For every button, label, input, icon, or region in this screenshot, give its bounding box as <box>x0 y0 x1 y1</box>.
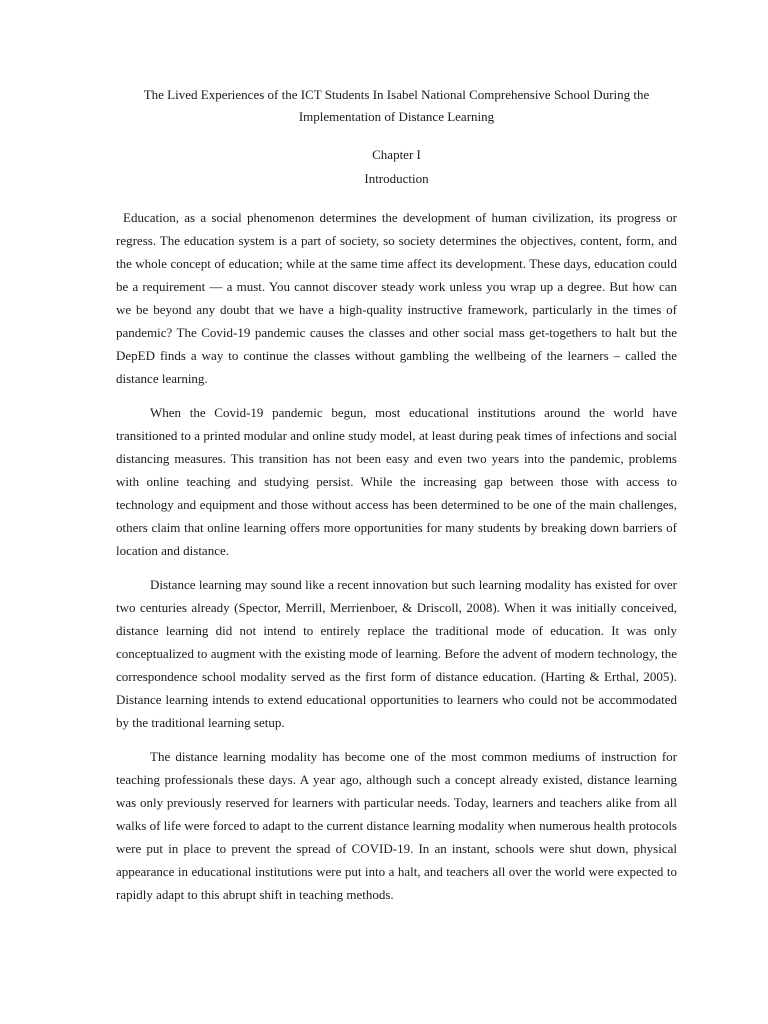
document-title <box>116 84 677 128</box>
title-line-1: The Lived Experiences of the ICT Students In Isabel National Comprehensive School During the <box>143 87 650 102</box>
paragraph-4-text: The distance learning modality has become one of the most common mediums of instruction for teaching professionals these days. A year ago, although such a concept already existed, distance learning was only previously reserved for learners with particular needs. Today, learners and teachers alike from all walks of life were forced to adapt to the current distance learning modality when numerous health protocols were put in place to prevent the spread of COVID-19. In an instant, schools were shut down, physical appearance in educational institutions were put into a halt, and teachers all over the world were expected to rapidly adapt to this abrupt shift in teaching methods. <box>116 749 677 902</box>
paragraph-3 <box>116 573 677 734</box>
title-line-2: Implementation of Distance Learning <box>298 109 495 124</box>
section-heading: Introduction <box>364 171 429 186</box>
paragraph-1 <box>116 206 677 390</box>
paragraph-4 <box>116 745 677 906</box>
paragraph-2 <box>116 401 677 562</box>
paragraph-2-text: When the Covid-19 pandemic begun, most educational institutions around the world have transitioned to a printed modular and online study model, at least during peak times of infections and social distancing measures. This transition has not been easy and even two years into the pandemic, problems with online teaching and studying persist. While the increasing gap between those with access to technology and equipment and those without access has been determined to be one of the main challenges, others claim that online learning offers more opportunities for many students by breaking down barriers of location and distance. <box>116 405 677 558</box>
document-page <box>116 84 677 906</box>
paragraph-3-text: Distance learning may sound like a recent innovation but such learning modality has existed for over two centuries already (Spector, Merrill, Merrienboer, & Driscoll, 2008). When it was initially conceived, distance learning did not intend to entirely replace the traditional mode of education. It was only conceptualized to augment with the existing mode of learning. Before the advent of modern technology, the correspondence school modality served as the first form of distance education. (Harting & Erthal, 2005). Distance learning intends to extend educational opportunities to learners who could not be accommodated by the traditional learning setup. <box>116 577 677 730</box>
chapter-heading: Chapter I <box>372 147 421 162</box>
paragraph-1-text: Education, as a social phenomenon determines the development of human civilization, its progress or regress. The education system is a part of society, so society determines the objectives, content, form, and the whole concept of education; while at the same time affect its development. These days, education could be a requirement — a must. You cannot discover steady work unless you wrap up a degree. But how can we be beyond any doubt that we have a high-quality instructive framework, particularly in the times of pandemic? The Covid-19 pandemic causes the classes and other social mass get-togethers to halt but the DepED finds a way to continue the classes without gambling the wellbeing of the learners – called the distance learning. <box>116 210 677 386</box>
